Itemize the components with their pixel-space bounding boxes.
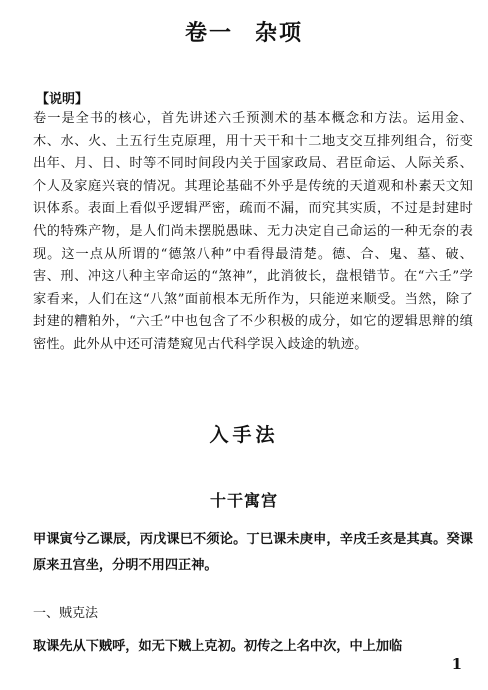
method-heading: 一、贼克法 (33, 606, 99, 621)
chapter-number: 卷一 (184, 20, 233, 46)
intro-paragraph: 卷一是全书的核心，首先讲述六壬预测术的基本概念和方法。运用金、木、水、火、土五行生克原理，用十天干和十二地支交互排列组合，衍变出年、月、日、时等不同时间段内关于国家政局、君臣命运、人际关系、个人及家庭兴衰的情况。其理论基础不外乎是传统的天道观和朴素天文知识体系。表面上看似乎逻辑严密，疏而不漏，而究其实质，不过是封建时代的特殊产物，是人们尚未摆脱愚昧、无力决定自己命运的一种无奈的表现。这一点从所谓的“德煞八种”中看得最清楚。德、合、鬼、墓、破、害、刑、冲这八种主宰命运的“煞神”，此消彼长，盘根错节。在“六壬”学家看来，人们在这“八煞”面前根本无所作为，只能逆来顺受。当然，除了封建的糟粕外，“六壬”中也包含了不少积极的成分，如它的逻辑思辩的缜密性。此外从中还可清楚窥见古代科学误入歧途的轨迹。 (33, 111, 473, 352)
section-title: 入手法 (209, 424, 279, 446)
note-label: 【说明】 (36, 92, 89, 107)
verse-paragraph-2: 取课先从下贼呼，如无下贼上克初。初传之上名中次，中上加临 (33, 639, 403, 654)
chapter-title (0, 16, 488, 47)
verse-paragraph: 甲课寅兮乙课辰，丙戊课巳不须论。丁巳课未庚申，辛戌壬亥是其真。癸课原来丑宫坐，分明不用四正神。 (33, 532, 473, 573)
chapter-name: 杂项 (255, 20, 304, 46)
page-number: 1 (451, 655, 462, 673)
subsection-title: 十干寓宫 (209, 491, 278, 510)
